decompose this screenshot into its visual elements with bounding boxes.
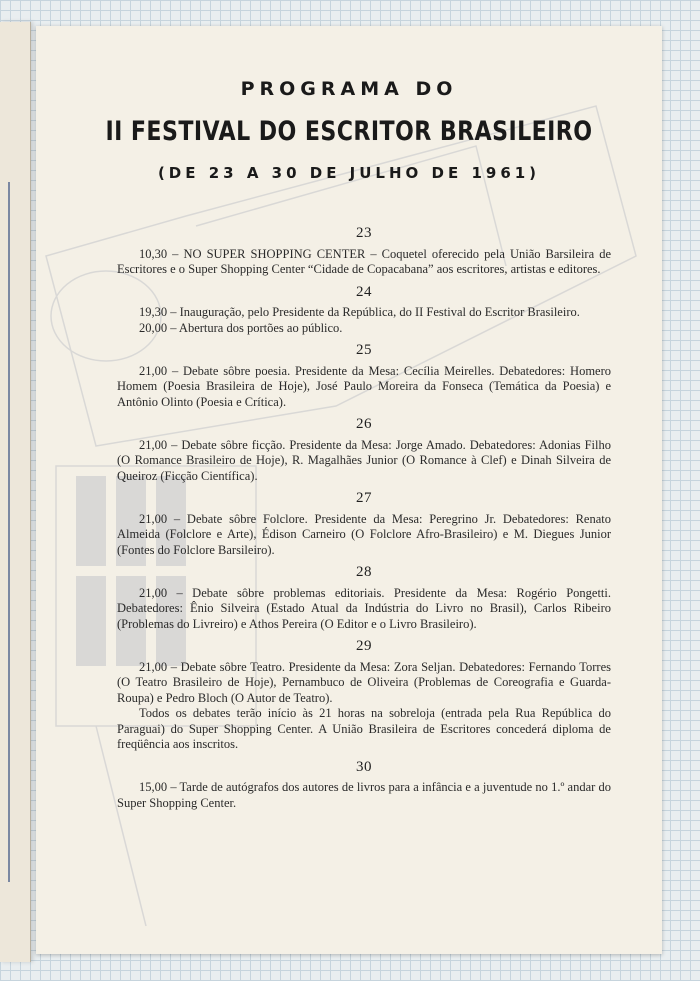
- day-heading: 25: [356, 342, 372, 358]
- day-heading: 29: [356, 638, 372, 654]
- page-edge-line: [8, 182, 10, 882]
- day-heading: 30: [356, 758, 372, 775]
- festival-dates: (DE 23 A 30 DE JULHO DE 1961): [157, 164, 541, 182]
- program-heading: PROGRAMA DO: [240, 78, 458, 100]
- festival-title: II FESTIVAL DO ESCRITOR BRASILEIRO: [105, 116, 593, 147]
- program-page: [36, 26, 662, 954]
- day-heading: 26: [356, 416, 372, 432]
- schedule-entry: 21,00 – Debate sôbre ficção. Presidente da Mesa: Jorge Amado. Debatedores: Adonias Filho (O Romance Brasileiro de Hoje), R. Magalhães Junior (O Romance à Clef) e Dinah Silveira de Queiroz (Ficção Científica).: [117, 437, 611, 483]
- day-heading: 27: [356, 490, 372, 506]
- schedule-entry: 21,00 – Debate sôbre poesia. Presidente da Mesa: Cecília Meirelles. Debatedores: Homero Homem (Poesia Brasileira de Hoje), José Paulo Moreira da Fonseca (Temática da Poesia) e Antônio Olinto (Poesia e Crítica).: [117, 363, 611, 409]
- schedule-entry: 21,00 – Debate sôbre Folclore. Presidente da Mesa: Peregrino Jr. Debatedores: Renato Almeida (Folclore e Arte), Édison Carneiro (O Folclore Afro-Brasileiro) e M. Diegues Junior (Fontes do Folclore Barsileiro).: [117, 511, 611, 557]
- previous-page-edge: [0, 22, 31, 962]
- day-heading: 23: [356, 225, 372, 241]
- schedule-entry: 21,00 – Debate sôbre Teatro. Presidente da Mesa: Zora Seljan. Debatedores: Fernando Torres (O Teatro Brasileiro de Hoje), Pernambuco de Oliveira (Problemas de Coreografia e Guarda-Roupa) e Pedro Bloch (O Autor de Teatro).: [117, 659, 611, 705]
- schedule-entry: 15,00 – Tarde de autógrafos dos autores de livros para a infância e a juventude no 1.º andar do Super Shopping Center.: [117, 780, 611, 810]
- day-heading: 24: [356, 283, 372, 300]
- schedule-entry: 10,30 – NO SUPER SHOPPING CENTER – Coquetel oferecido pela União Barsileira de Escritores e o Super Shopping Center “Cidade de Copacabana” aos escritores, artistas e editores.: [117, 246, 611, 276]
- schedule-note: Todos os debates terão início às 21 horas na sobreloja (entrada pela Rua República do Paraguai) do Super Shopping Center. A União Brasileira de Escritores concederá diploma de freqüência aos inscritos.: [117, 706, 611, 751]
- schedule-entry: 19,30 – Inauguração, pelo Presidente da República, do II Festival do Escritor Brasileiro.: [139, 305, 580, 319]
- day-heading: 28: [356, 564, 372, 580]
- program-schedule: [117, 226, 611, 811]
- schedule-entry: 20,00 – Abertura dos portões ao público.: [139, 320, 343, 335]
- schedule-entry: 21,00 – Debate sôbre problemas editoriais. Presidente da Mesa: Rogério Pongetti. Debatedores: Ênio Silveira (Estado Atual da Indústria do Livro no Brasil), Carlos Ribeiro (Problemas do Livreiro) e Athos Pereira (O Editor e o Livro Brasileiro).: [117, 585, 611, 631]
